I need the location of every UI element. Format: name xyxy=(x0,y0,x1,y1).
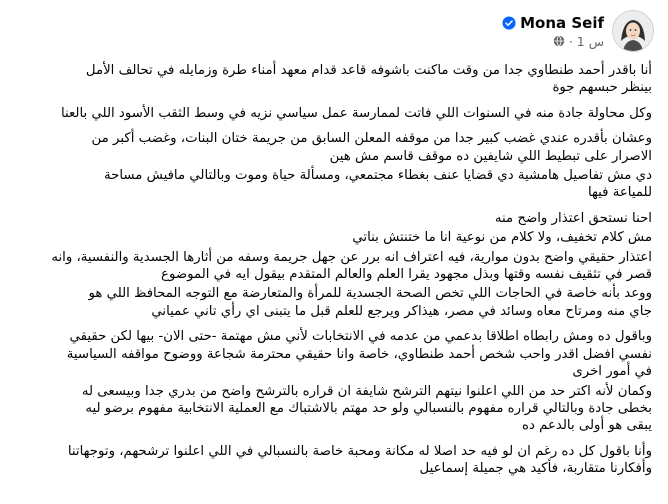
post-paragraph: مش كلام تخفيف، ولا كلام من نوعية انا ما ختنتش بناتي xyxy=(352,230,652,246)
post-paragraph: أنا باقدر أحمد طنطاوي جدا من وقت ماكنت باشوفه قاعد قدام معهد أمناء طرة وزمايله في تحالف الأمل بينظر حبسهم جوة xyxy=(85,63,652,96)
post-paragraph: وباقول ده ومش رابطاه اطلاقا بدعمي من عدمه في الانتخابات لأني مش مهتمة -حتى الان- بيها لكن حقيقي نفسي افضل اقدر واحب شخص أحمد طنطاوي، خاصة وانا حقيقي محترمة شجاعة ووضوح مواقفه السياسية في أمور اخرى xyxy=(66,329,652,380)
post-paragraph: وكل محاولة جادة منه في السنوات اللي فاتت لممارسة عمل سياسي نزيه في وسط الثقب الأسود اللي بالعنا xyxy=(60,105,652,121)
author-block xyxy=(502,14,604,49)
post-paragraph: وأنا باقول كل ده رغم ان لو فيه حد اصلا له مكانة ومحبة خاصة بالنسبالي في اللي اعلنوا ترشحهم، وتوجهاتنا وأفكارنا متقاربة، فأكيد هي جميلة إسماعيل xyxy=(67,443,652,477)
author-line xyxy=(502,14,604,32)
post-body xyxy=(16,62,652,486)
post-paragraph: وعشان بأقدره عندي غضب كبير جدا من موقفه المعلن السابق من جريمة ختان البنات، وغضب أكبر من الاصرار على تبطيط اللي شايفين ده موقف قاسم مش هين xyxy=(91,131,652,164)
post-header xyxy=(502,10,654,52)
post-paragraph: دي مش تفاصيل هامشية دي قضايا عنف بغطاء مجتمعي، ومسألة حياة وموت وبالتالي مافيش مساحة للمياعة فيها xyxy=(104,168,652,201)
post-paragraph: وكمان لأنه اكتر حد من اللي اعلنوا نيتهم الترشح شايفة ان قراره بالترشح واضح من بدري جدا وبيسعى له بخطى جادة وبالتالي قراره مفهوم بالنسبالي ولو حد مهتم بالاشتباك مع العملية الانتخابية مفهوم برضو ليه يبقى هو أولى بالدعم ده xyxy=(81,383,652,434)
post-paragraph: ووعد بأنه خاصة في الحاجات اللي تخص الصحة الجسدية للمرأة والمتعارضة مع التوجه المحافظ اللي هو جاي منه ومرتاح معاه وسائد في مصر، هيذاكر ويرجع للعلم قبل ما يتبنى اي رأي تاني عمياني xyxy=(88,286,652,319)
meta-separator: · xyxy=(568,33,573,49)
avatar-icon xyxy=(613,11,653,51)
author-name[interactable]: Mona Seif xyxy=(520,13,604,32)
verified-badge-icon xyxy=(502,16,516,30)
globe-icon[interactable] xyxy=(553,35,565,47)
post-paragraph: اعتذار حقيقي واضح بدون موارية، فيه اعتراف انه برر عن جهل جريمة وسفه من أثارها الجسدية والنفسية، وانه قصر في تثقيف نفسه وقتها وبذل مجهود يقرا العلم والعالم المتقدم بيقول ايه في الموضوع xyxy=(51,249,652,283)
post-meta xyxy=(502,34,604,49)
post-paragraph: احنا نستحق اعتذار واضح منه xyxy=(494,210,652,226)
avatar[interactable] xyxy=(612,10,654,52)
post-timestamp[interactable]: 1 س xyxy=(576,33,604,49)
